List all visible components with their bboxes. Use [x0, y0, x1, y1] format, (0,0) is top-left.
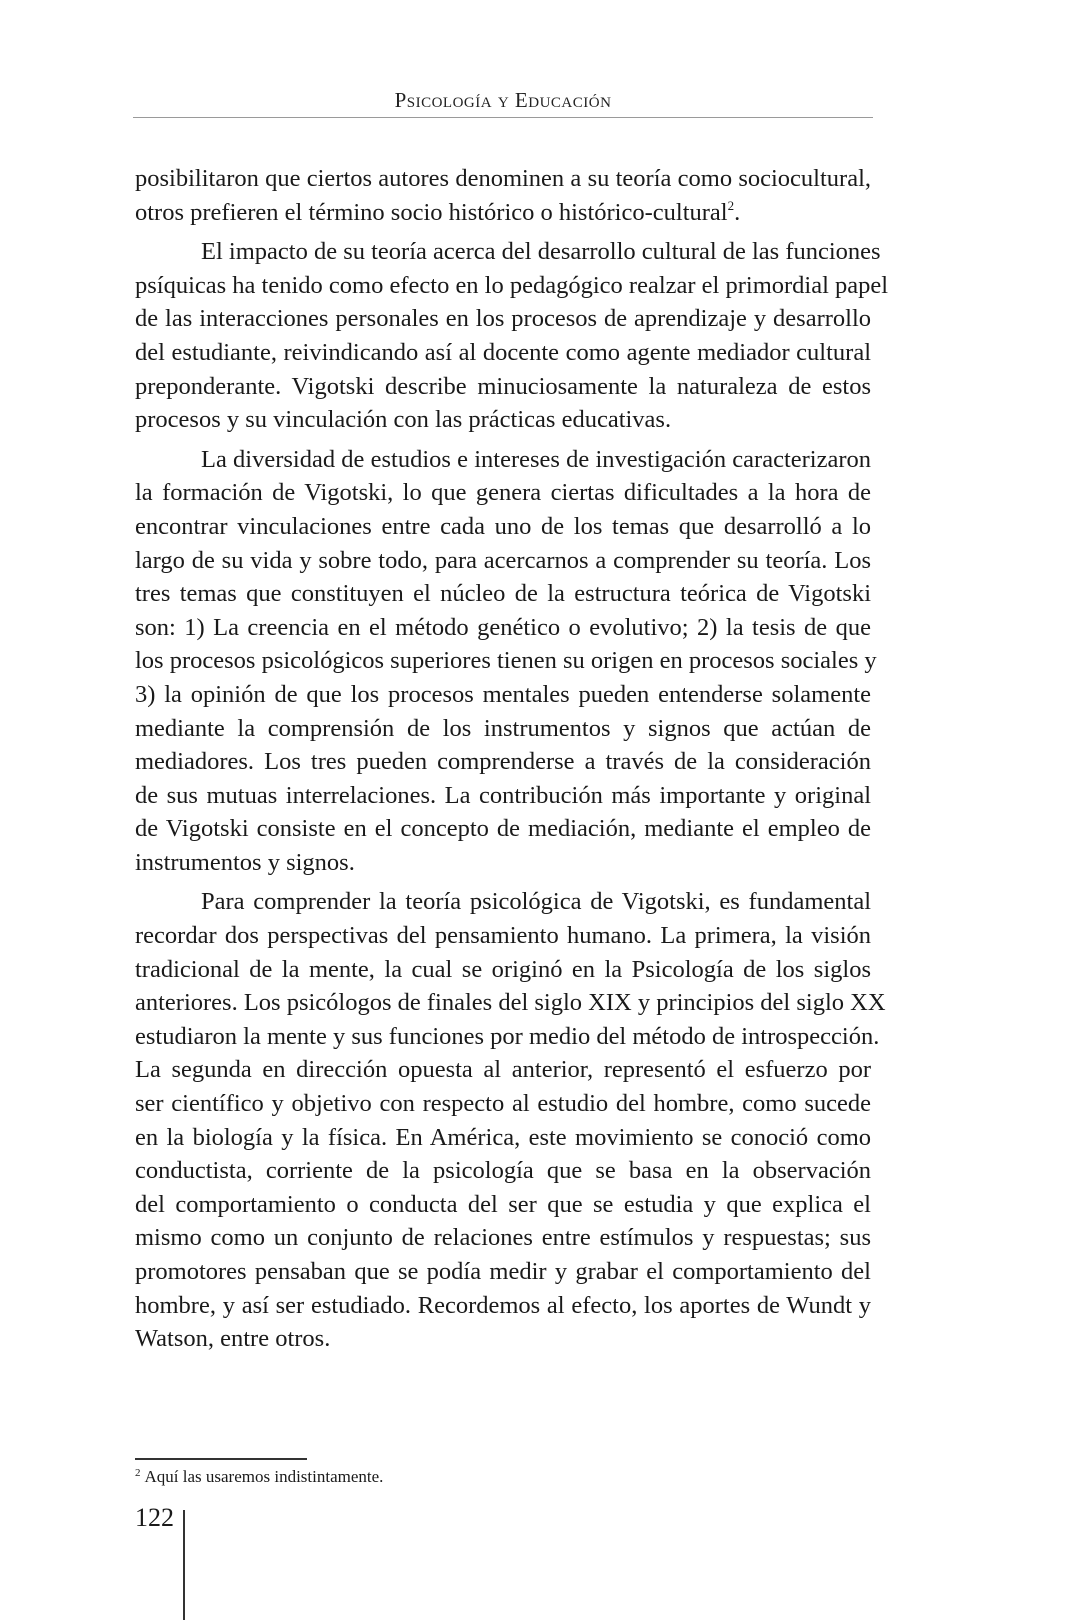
text-line: de Vigotski consiste en el concepto de mediación, mediante el empleo de: [135, 815, 871, 843]
text-line: de las interacciones personales en los procesos de aprendizaje y desarrollo: [135, 305, 871, 333]
text-line: en la biología y la física. En América, este movimiento se conoció como: [135, 1123, 871, 1151]
footnote: [135, 1467, 383, 1487]
body-text: [135, 162, 889, 1362]
text-line: preponderante. Vigotski describe minuciosamente la naturaleza de estos: [135, 372, 871, 400]
text-line: Watson, entre otros.: [135, 1325, 331, 1353]
text-line: de sus mutuas interrelaciones. La contribución más importante y original: [135, 781, 871, 809]
text-line: psíquicas ha tenido como efecto en lo pedagógico realzar el primordial papel: [135, 271, 889, 299]
text-line: El impacto de su teoría acerca del desarrollo cultural de las funciones: [201, 238, 881, 266]
sentence-end: .: [734, 198, 741, 226]
text-line: largo de su vida y sobre todo, para acercarnos a comprender su teoría. Los: [135, 546, 871, 574]
text-line: [135, 196, 871, 230]
text-line: tres temas que constituyen el núcleo de la estructura teórica de Vigotski: [135, 580, 871, 608]
text-line-content: otros prefieren el término socio histórico o histórico-cultural: [135, 198, 728, 226]
text-line: instrumentos y signos.: [135, 848, 355, 876]
text-line: la formación de Vigotski, lo que genera ciertas dificultades a la hora de: [135, 479, 871, 507]
header-rule: [133, 117, 873, 118]
running-head: Psicología y Educación: [394, 88, 612, 112]
text-line: ser científico y objetivo con respecto al estudio del hombre, como sucede: [135, 1090, 871, 1118]
text-line: del estudiante, reivindicando así al docente como agente mediador cultural: [135, 338, 871, 366]
footnote-reference[interactable]: 2: [727, 197, 735, 213]
paragraph: [135, 162, 871, 229]
text-line: La segunda en dirección opuesta al anterior, representó el esfuerzo por: [135, 1056, 871, 1084]
text-line: mismo como un conjunto de relaciones entre estímulos y respuestas; sus: [135, 1224, 871, 1252]
text-line: Para comprender la teoría psicológica de Vigotski, es fundamental: [201, 888, 871, 916]
footnote-text: Aquí las usaremos indistintamente.: [144, 1467, 384, 1486]
text-line: son: 1) La creencia en el método genético o evolutivo; 2) la tesis de que: [135, 613, 871, 641]
text-line: posibilitaron que ciertos autores denominen a su teoría como sociocultural,: [135, 165, 871, 192]
text-line: encontrar vinculaciones entre cada uno de los temas que desarrolló a lo: [135, 512, 871, 540]
page-number-rule: [183, 1510, 185, 1620]
text-line: hombre, y así ser estudiado. Recordemos al efecto, los aportes de Wundt y: [135, 1291, 871, 1319]
text-line: promotores pensaban que se podía medir y grabar el comportamiento del: [135, 1258, 871, 1285]
text-line: recordar dos perspectivas del pensamiento humano. La primera, la visión: [135, 922, 871, 950]
text-line: La diversidad de estudios e intereses de investigación caracterizaron: [201, 445, 871, 473]
text-line: 3) la opinión de que los procesos mentales pueden entenderse solamente: [135, 680, 871, 708]
paragraph: [135, 235, 889, 437]
text-line: mediadores. Los tres pueden comprenderse a través de la consideración: [135, 748, 871, 776]
text-line: los procesos psicológicos superiores tienen su origen en procesos sociales y: [135, 647, 877, 675]
paragraph: [135, 443, 877, 880]
text-line: del comportamiento o conducta del ser que se estudia y que explica el: [135, 1190, 871, 1218]
paragraph: [135, 885, 886, 1355]
text-line: anteriores. Los psicólogos de finales del siglo XIX y principios del siglo XX: [135, 989, 886, 1017]
page-number: 122: [135, 1503, 174, 1532]
text-line: conductista, corriente de la psicología que se basa en la observación: [135, 1157, 871, 1185]
text-line: procesos y su vinculación con las prácticas educativas.: [135, 406, 672, 434]
text-line: estudiaron la mente y sus funciones por medio del método de introspección.: [135, 1022, 880, 1050]
text-line: tradicional de la mente, la cual se originó en la Psicología de los siglos: [135, 955, 871, 983]
text-line: mediante la comprensión de los instrumentos y signos que actúan de: [135, 714, 871, 742]
footnote-number: 2: [135, 1467, 141, 1479]
footnote-rule: [135, 1458, 307, 1460]
